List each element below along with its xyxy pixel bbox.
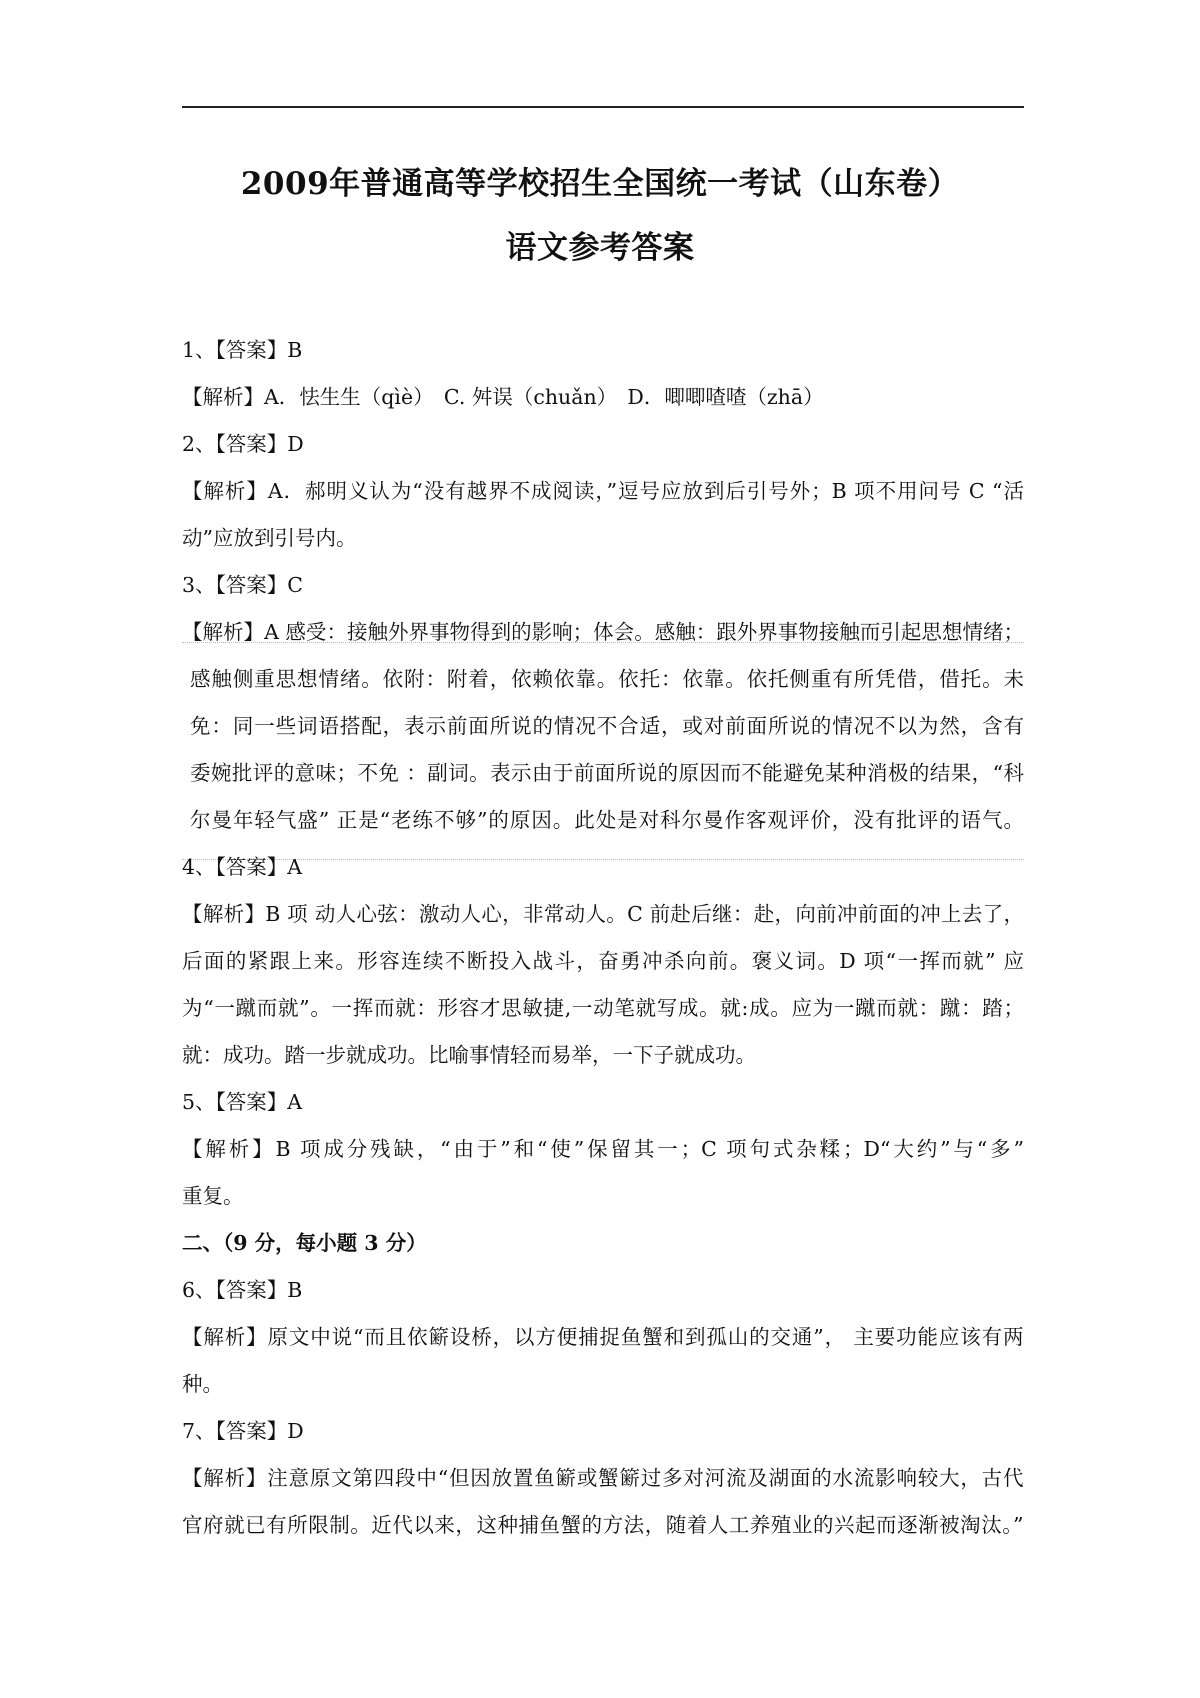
section-heading: 二、（9 分，每小题 3 分）	[182, 1231, 427, 1255]
answer-line-q4: 4、【答案】A	[182, 855, 303, 879]
document-title: 2009年普通高等学校招生全国统一考试（山东卷）	[240, 166, 960, 202]
answer-line-q7: 7、【答案】D	[182, 1419, 304, 1443]
analysis-line: 【解析】A．怯生生（qìè） C. 舛误（chuǎn） D．唧唧喳喳（zhā）	[182, 385, 824, 409]
analysis-line: 后面的紧跟上来。形容连续不断投入战斗，奋勇冲杀向前。褒义词。D 项“一挥而就” 应	[182, 949, 1024, 973]
answer-line-q6: 6、【答案】B	[182, 1278, 303, 1302]
answer-line-q1: 1、【答案】B	[182, 338, 303, 362]
top-divider	[182, 106, 1024, 108]
answer-line-q5: 5、【答案】A	[182, 1090, 303, 1114]
answer-line-q3: 3、【答案】C	[182, 573, 303, 597]
document-subtitle: 语文参考答案	[505, 230, 695, 266]
analysis-line: 【解析】B 项 动人心弦：激动人心，非常动人。C 前赴后继：赴，向前冲前面的冲上去了，	[182, 902, 1024, 926]
analysis-line: 委婉批评的意味；不免 ：副词。表示由于前面所说的原因而不能避免某种消极的结果，“科	[190, 761, 1024, 785]
analysis-line: 【解析】A．郝明义认为“没有越界不成阅读，”逗号应放到后引号外；B 项不用问号 C “活	[182, 479, 1024, 503]
answer-line-q2: 2、【答案】D	[182, 432, 304, 456]
analysis-line: 重复。	[182, 1184, 244, 1208]
analysis-line: 【解析】B 项成分残缺，“由于”和“使”保留其一；C 项句式杂糅；D“大约”与“多”	[182, 1137, 1024, 1161]
analysis-line: 官府就已有所限制。近代以来，这种捕鱼蟹的方法，随着人工养殖业的兴起而逐渐被淘汰。”	[182, 1513, 1024, 1537]
analysis-line: 免：同一些词语搭配，表示前面所说的情况不合适，或对前面所说的情况不以为然，含有	[190, 714, 1024, 738]
analysis-line: 【解析】A 感受：接触外界事物得到的影响；体会。感触：跟外界事物接触而引起思想情绪；	[182, 620, 1024, 644]
analysis-line: 为“一蹴而就”。一挥而就：形容才思敏捷,一动笔就写成。就:成。应为一蹴而就：蹴：踏；	[182, 996, 1024, 1020]
analysis-line: 尔曼年轻气盛” 正是“老练不够”的原因。此处是对科尔曼作客观评价，没有批评的语气。	[190, 808, 1024, 832]
analysis-line: 种。	[182, 1372, 223, 1396]
answer-body	[182, 327, 1024, 1549]
analysis-line: 【解析】注意原文第四段中“但因放置鱼簖或蟹簖过多对河流及湖面的水流影响较大，古代	[182, 1466, 1024, 1490]
analysis-line: 感触侧重思想情绪。依附：附着，依赖依靠。依托：依靠。依托侧重有所凭借，借托。未	[190, 667, 1024, 691]
analysis-line: 就：成功。踏一步就成功。比喻事情轻而易举，一下子就成功。	[182, 1043, 756, 1067]
analysis-line: 动”应放到引号内。	[182, 526, 357, 550]
analysis-line: 【解析】原文中说“而且依簖设桥，以方便捕捉鱼蟹和到孤山的交通”， 主要功能应该有两	[182, 1325, 1024, 1349]
